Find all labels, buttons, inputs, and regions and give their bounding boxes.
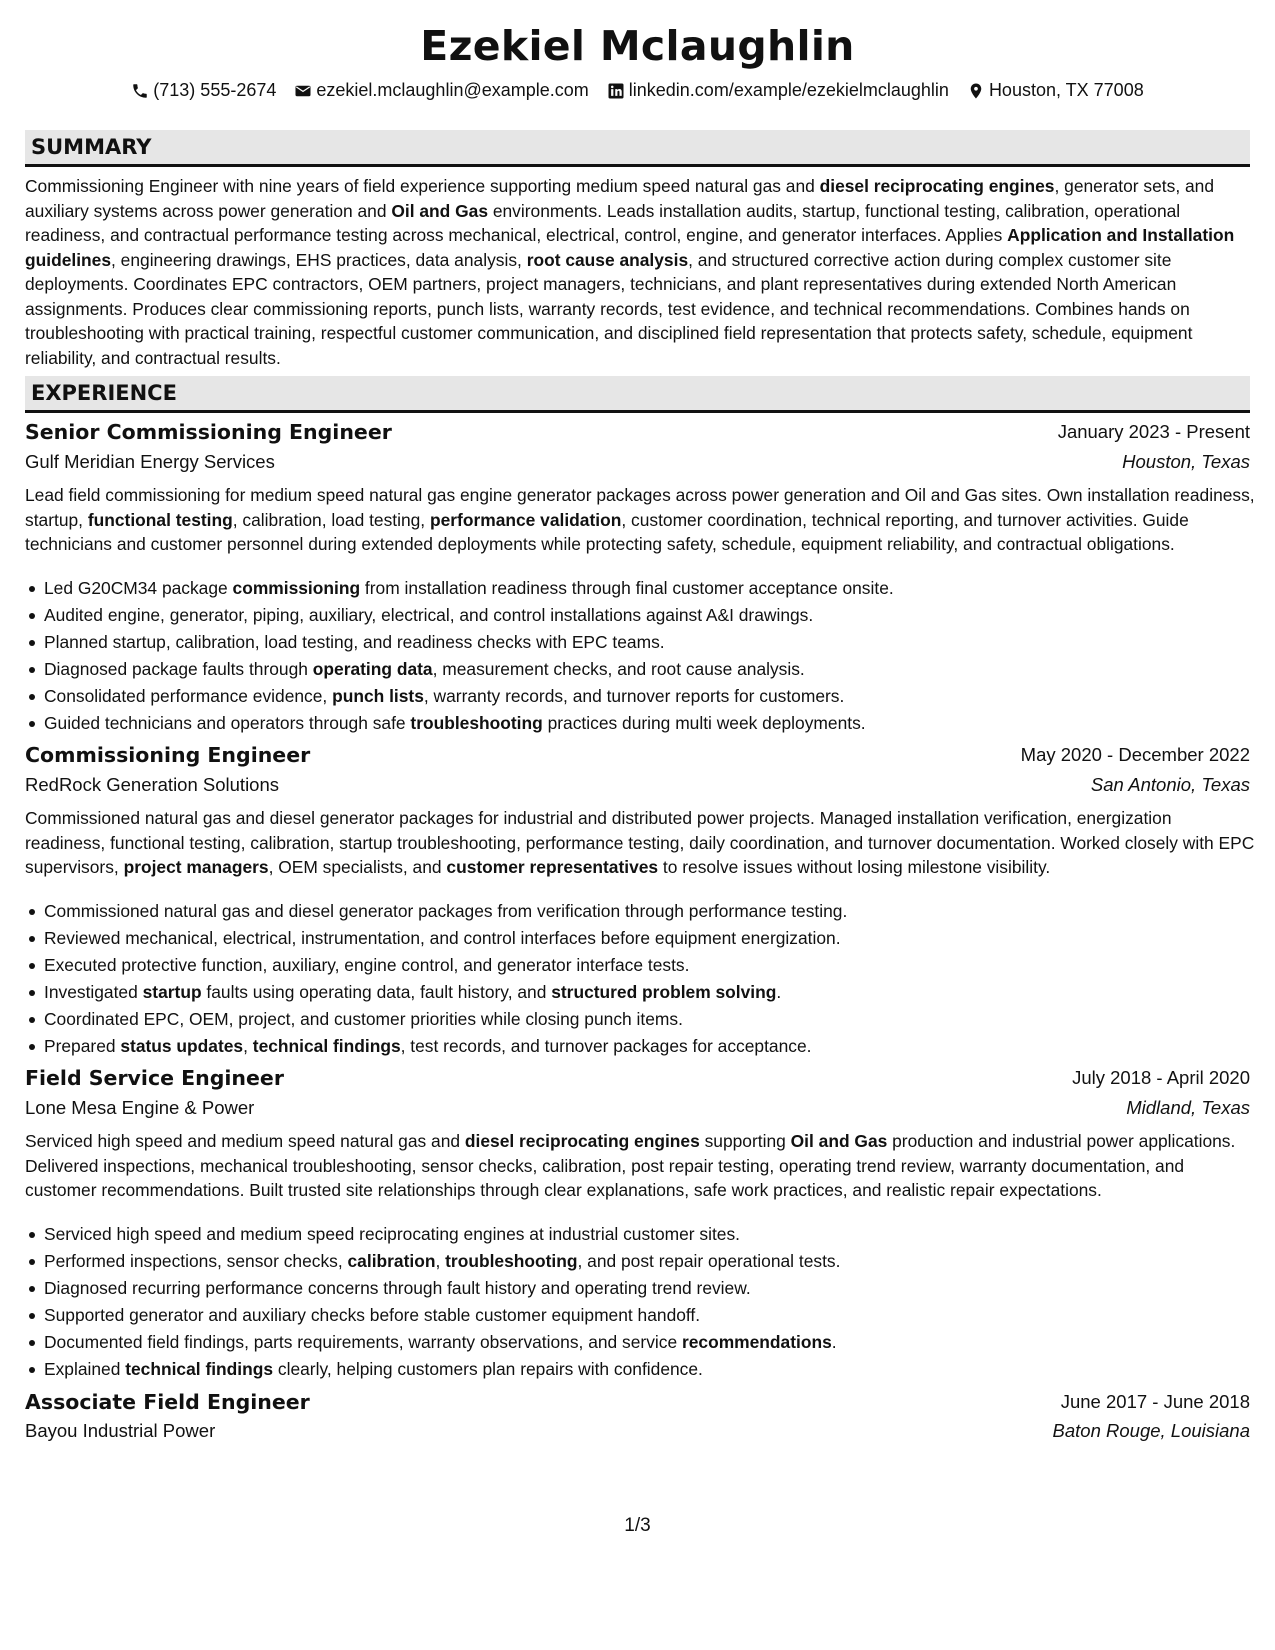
text-run: Guided technicians and operators through safe [44, 713, 411, 733]
experience-heading [25, 376, 1250, 413]
job-description [25, 1129, 1255, 1203]
text-run: , [243, 1036, 253, 1056]
job-location: Houston, Texas [1122, 451, 1250, 472]
job-location: Baton Rouge, Louisiana [1052, 1420, 1250, 1441]
bullet-item [25, 1302, 1255, 1329]
job-dates: July 2018 - April 2020 [1072, 1067, 1250, 1088]
bold-phrase: technical findings [252, 1036, 401, 1056]
text-run: , customer coordination, technical reporting, and turnover activities. Guide technicians and customer personnel during extended deployments while protecting safety, schedule, equipment reliability, and contractual obligations. [25, 509, 1189, 554]
text-run: , calibration, load testing, [232, 509, 430, 530]
text-run: Audited engine, generator, piping, auxiliary, electrical, and control installations against A&I drawings. [44, 605, 814, 625]
job-bullets [25, 1221, 1255, 1383]
bullet-item [25, 979, 1255, 1006]
contact-location [967, 80, 1144, 101]
bold-phrase: root cause analysis [526, 249, 689, 270]
text-run: Commissioning Engineer with nine years of field experience supporting medium speed natural gas and [25, 176, 820, 196]
bold-phrase: technical findings [125, 1359, 274, 1379]
text-run: , measurement checks, and root cause analysis. [432, 659, 805, 679]
contact-bar [0, 80, 1275, 101]
text-run: Investigated [44, 982, 143, 1002]
text-run: Commissioned natural gas and diesel generator packages for industrial and distributed power projects. Managed installation verification, energization readiness, functional testing, calibration, startup troubleshooting, performance testing, daily coordination, and turnover documentation. Worked closely with EPC supervisors, [25, 808, 1255, 877]
job-location: San Antonio, Texas [1090, 774, 1250, 795]
text-run: Explained [44, 1359, 126, 1379]
bold-phrase: status updates [120, 1036, 244, 1056]
job-dates: January 2023 - Present [1057, 421, 1250, 442]
text-run: Diagnosed recurring performance concerns through fault history and operating trend review. [44, 1278, 751, 1298]
bullet-item [25, 898, 1255, 925]
bullet-item [25, 1006, 1255, 1033]
text-run: , warranty records, and turnover reports for customers. [423, 686, 845, 706]
text-run: to resolve issues without losing milestone visibility. [658, 857, 1051, 877]
bold-phrase: diesel reciprocating engines [819, 176, 1055, 196]
summary-heading [25, 130, 1250, 167]
text-run: supporting [699, 1131, 791, 1151]
experience-heading-text: EXPERIENCE [31, 381, 177, 405]
bold-phrase: troubleshooting [410, 713, 543, 733]
bold-phrase: recommendations [681, 1332, 832, 1352]
contact-email[interactable] [294, 80, 588, 101]
text-run: Diagnosed package faults through [44, 659, 313, 679]
job-company: Lone Mesa Engine & Power [25, 1097, 255, 1118]
text-run: environments. Leads installation audits, startup, functional testing, calibration, operational readiness, and contractual performance testing across mechanical, electrical, control, engine, and generator interfaces. Applies [25, 200, 1181, 245]
job-dates: May 2020 - December 2022 [1020, 744, 1250, 765]
text-run: Reviewed mechanical, electrical, instrumentation, and control interfaces before equipment energization. [44, 928, 841, 948]
text-run: , generator sets, and auxiliary systems across power generation and [25, 176, 1214, 221]
bullet-item [25, 1329, 1255, 1356]
text-run: Commissioned natural gas and diesel generator packages from verification through performance testing. [44, 901, 848, 921]
text-run: , test records, and turnover packages for acceptance. [400, 1036, 812, 1056]
job-title: Senior Commissioning Engineer [25, 420, 392, 444]
summary-heading-text: SUMMARY [31, 135, 152, 159]
contact-phone[interactable] [131, 80, 276, 101]
linkedin-icon [607, 82, 625, 100]
text-run: . [776, 982, 782, 1002]
bold-phrase: diesel reciprocating engines [464, 1131, 700, 1151]
contact-linkedin[interactable] [607, 80, 949, 101]
bullet-item [25, 575, 1255, 602]
page-number: 1/3 [624, 1515, 651, 1536]
envelope-icon [294, 82, 312, 100]
job-description [25, 483, 1255, 557]
text-run: production and industrial power applications. Delivered inspections, mechanical troubleshooting, sensor checks, calibration, post repair testing, operating trend review, warranty documentation, and customer recommendations. Built trusted site relationships through clear explanations, safe work practices, and realistic repair expectations. [25, 1131, 1236, 1200]
bold-phrase: calibration [347, 1251, 436, 1271]
text-run: Executed protective function, auxiliary, engine control, and generator interface tests. [44, 955, 690, 975]
job-title: Commissioning Engineer [25, 743, 311, 767]
email-text: ezekiel.mclaughlin@example.com [316, 80, 589, 100]
bullet-item [25, 1356, 1255, 1383]
job-description [25, 806, 1255, 880]
job-company: RedRock Generation Solutions [25, 774, 280, 795]
job-bullets [25, 575, 1255, 737]
phone-text: (713) 555-2674 [153, 80, 277, 100]
job-location: Midland, Texas [1126, 1097, 1250, 1118]
text-run: , OEM specialists, and [268, 857, 447, 877]
phone-icon [131, 82, 149, 100]
bold-phrase: Oil and Gas [790, 1131, 888, 1151]
summary-text [25, 174, 1255, 370]
bullet-item [25, 683, 1255, 710]
bold-phrase: punch lists [332, 686, 424, 706]
bold-phrase: Application and Installation guidelines [25, 225, 1235, 270]
bullet-item [25, 1275, 1255, 1302]
job-title: Associate Field Engineer [25, 1390, 310, 1414]
text-run: , and post repair operational tests. [577, 1251, 841, 1271]
bold-phrase: commissioning [232, 578, 361, 598]
candidate-name: Ezekiel Mclaughlin [420, 22, 855, 70]
text-run: from installation readiness through final customer acceptance onsite. [360, 578, 894, 598]
bullet-item [25, 952, 1255, 979]
text-run: practices during multi week deployments. [542, 713, 866, 733]
bullet-item [25, 602, 1255, 629]
bullet-item [25, 1221, 1255, 1248]
bullet-item [25, 1033, 1255, 1060]
text-run: Serviced high speed and medium speed reciprocating engines at industrial customer sites. [44, 1224, 741, 1244]
bold-phrase: project managers [123, 857, 269, 877]
text-run: faults using operating data, fault history, and [201, 982, 552, 1002]
text-run: , engineering drawings, EHS practices, data analysis, [111, 249, 527, 270]
bullet-item [25, 710, 1255, 737]
bullet-item [25, 629, 1255, 656]
linkedin-text: linkedin.com/example/ezekielmclaughlin [628, 80, 949, 100]
text-run: . [831, 1332, 837, 1352]
job-company: Gulf Meridian Energy Services [25, 451, 275, 472]
bold-phrase: troubleshooting [445, 1251, 578, 1271]
text-run: Prepared [44, 1036, 121, 1056]
bullet-item [25, 925, 1255, 952]
bold-phrase: startup [142, 982, 202, 1002]
text-run: Lead field commissioning for medium speed natural gas engine generator packages across power generation and Oil and Gas sites. Own installation readiness, startup, [25, 485, 1255, 530]
bold-phrase: customer representatives [446, 857, 659, 877]
text-run: , and structured corrective action during complex customer site deployments. Coordinates EPC contractors, OEM partners, project managers, technicians, and plant representatives during extended North American assignments. Produces clear commissioning reports, punch lists, warranty records, test evidence, and technical recommendations. Combines hands on troubleshooting with practical training, respectful customer communication, and disciplined field representation that protects safety, schedule, equipment reliability, and contractual results. [25, 249, 1193, 368]
map-pin-icon [967, 82, 985, 100]
text-run: Consolidated performance evidence, [44, 686, 333, 706]
text-run: Led G20CM34 package [44, 578, 233, 598]
bold-phrase: functional testing [87, 509, 233, 530]
bold-phrase: performance validation [429, 509, 622, 530]
text-run: , [435, 1251, 446, 1271]
job-dates: June 2017 - June 2018 [1060, 1391, 1250, 1412]
bold-phrase: Oil and Gas [391, 200, 488, 221]
job-company: Bayou Industrial Power [25, 1420, 216, 1441]
bullet-item [25, 1248, 1255, 1275]
job-bullets [25, 898, 1255, 1060]
text-run: Documented field findings, parts requirements, warranty observations, and service [44, 1332, 682, 1352]
bold-phrase: structured problem solving [551, 982, 777, 1002]
bold-phrase: operating data [312, 659, 433, 679]
job-title: Field Service Engineer [25, 1066, 284, 1090]
text-run: Serviced high speed and medium speed natural gas and [25, 1131, 465, 1151]
bullet-item [25, 656, 1255, 683]
text-run: Coordinated EPC, OEM, project, and customer priorities while closing punch items. [44, 1009, 683, 1029]
location-text: Houston, TX 77008 [988, 80, 1144, 100]
text-run: clearly, helping customers plan repairs with confidence. [273, 1359, 703, 1379]
text-run: Supported generator and auxiliary checks before stable customer equipment handoff. [44, 1305, 701, 1325]
text-run: Planned startup, calibration, load testing, and readiness checks with EPC teams. [44, 632, 665, 652]
text-run: Performed inspections, sensor checks, [44, 1251, 348, 1271]
